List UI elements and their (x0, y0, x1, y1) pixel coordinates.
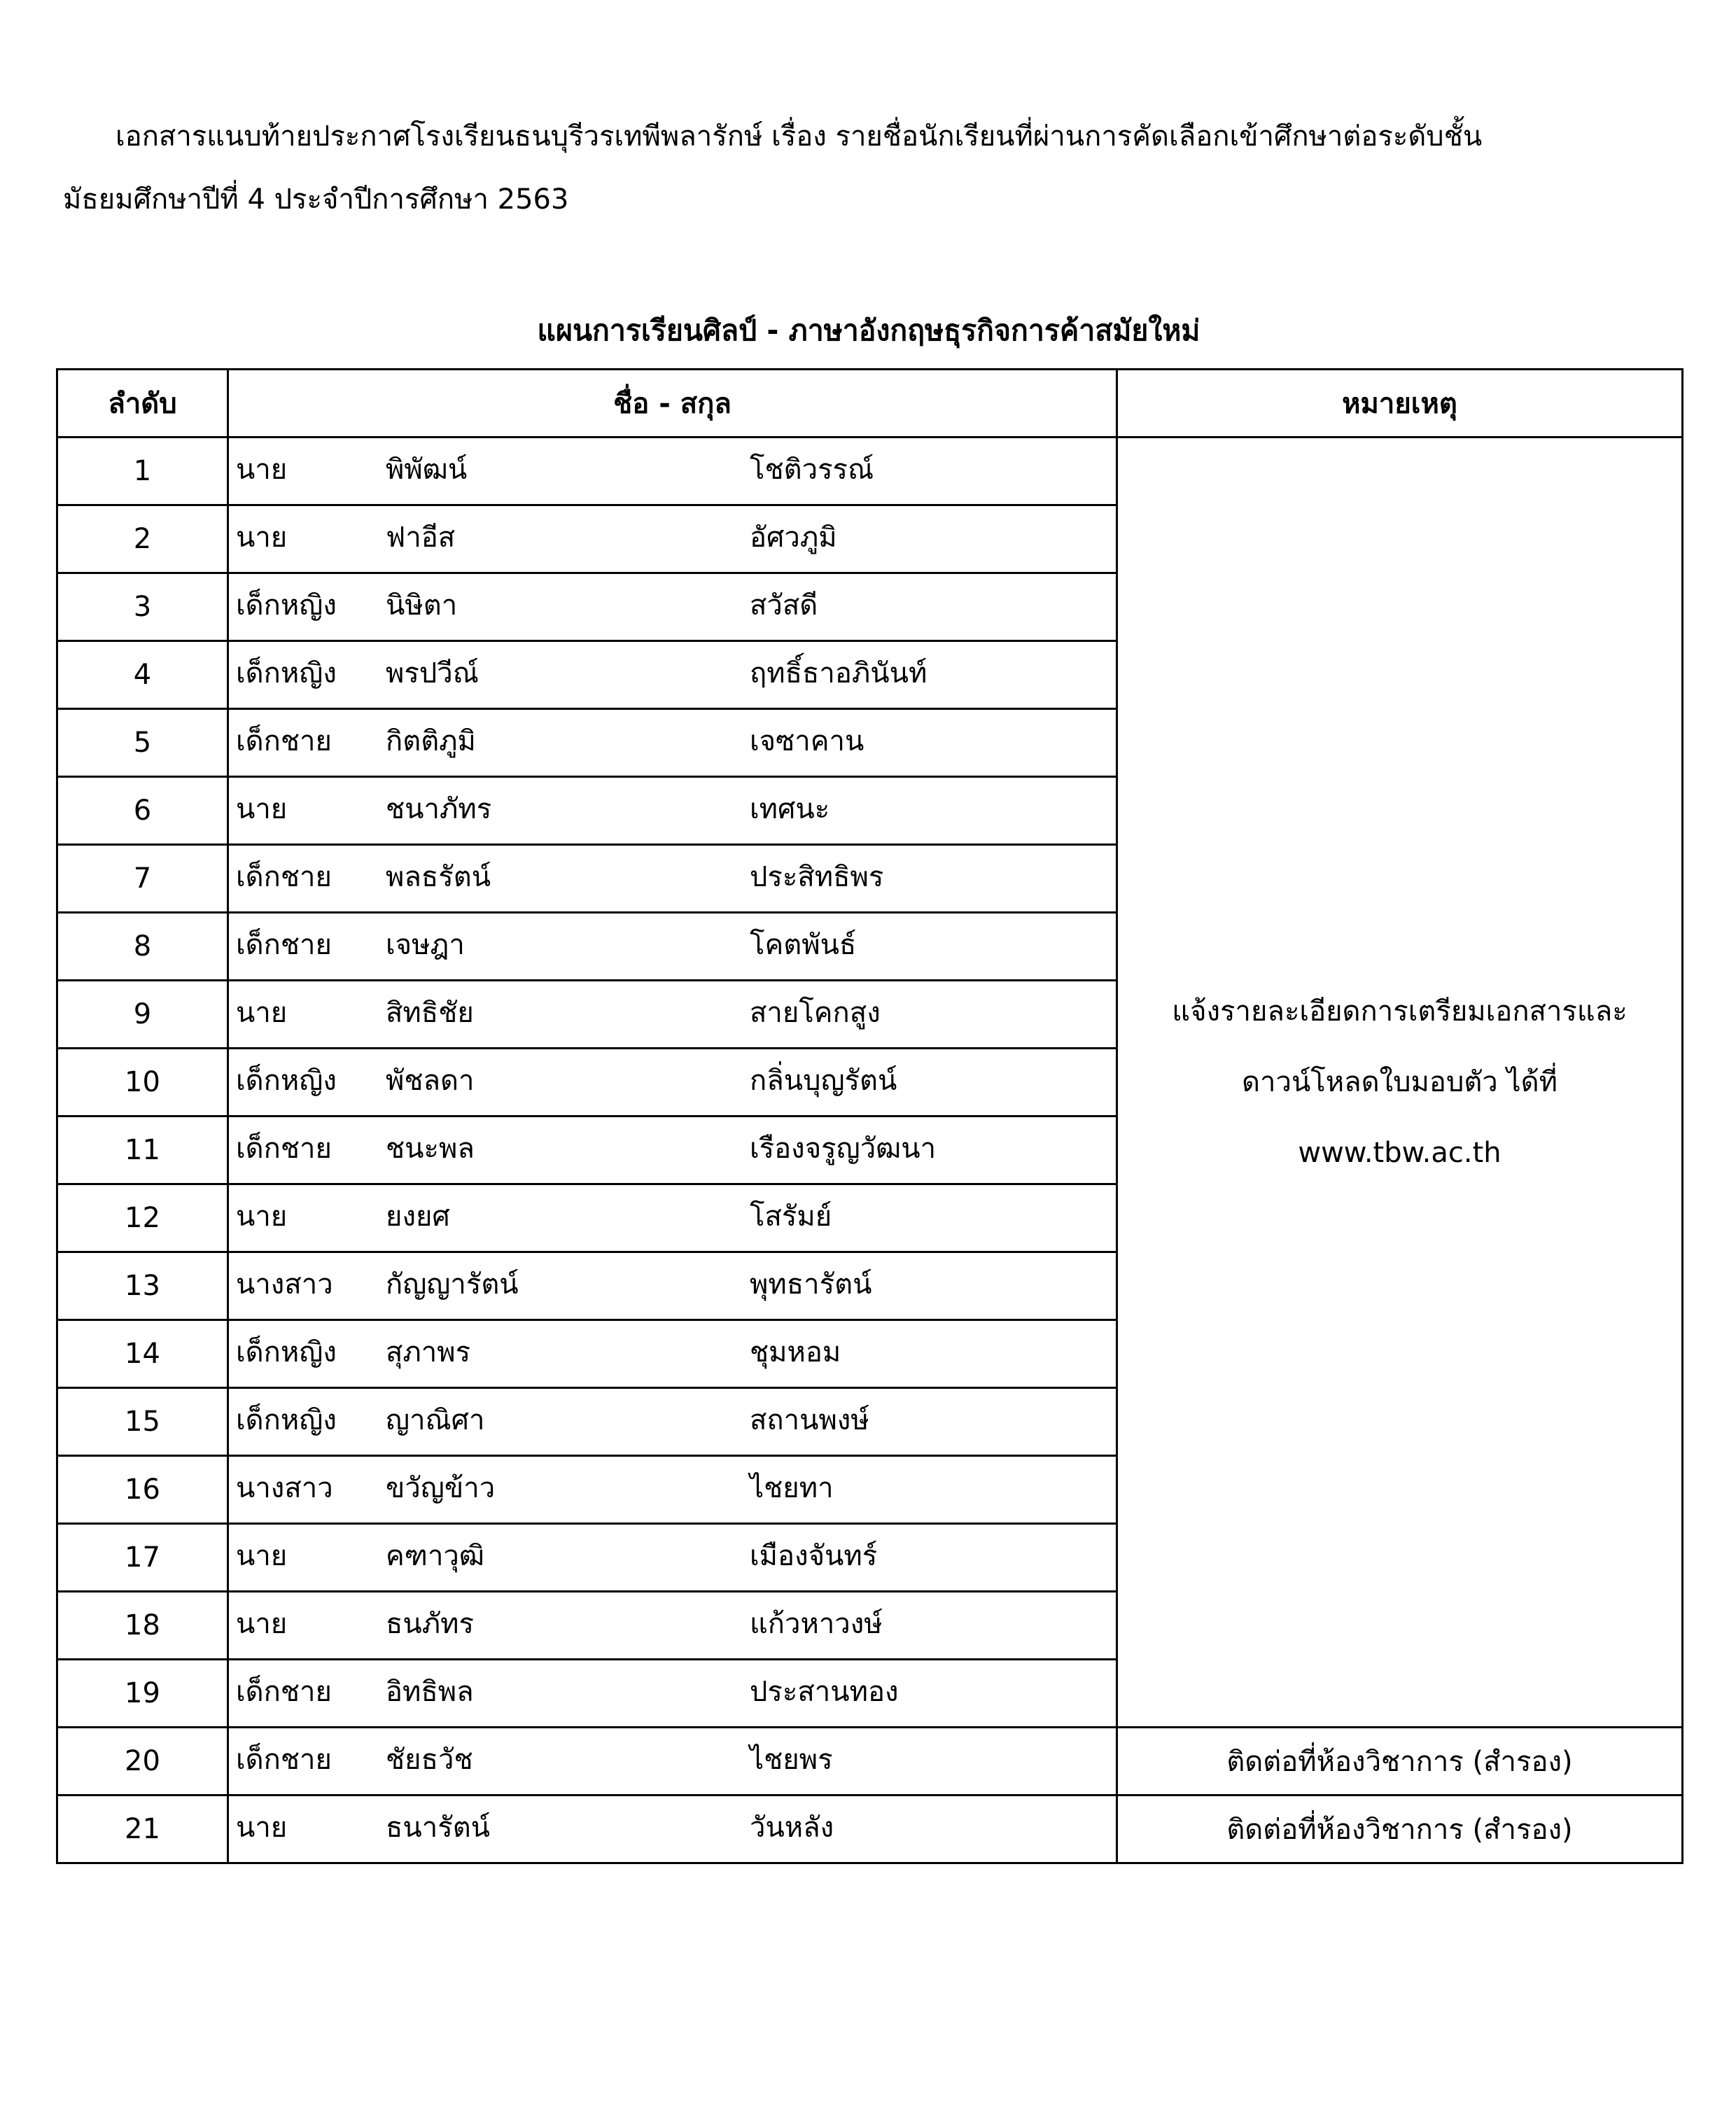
row-order-number: 2 (57, 505, 228, 573)
row-full-name (228, 709, 1117, 777)
name-cell-wrap (229, 981, 1116, 1047)
first-name: ขวัญข้าว (386, 1471, 496, 1504)
name-prefix: เด็กหญิง (236, 657, 337, 690)
last-name: กลิ่นบุญรัตน์ (750, 1064, 897, 1097)
row-order-number: 7 (57, 845, 228, 913)
row-full-name (228, 981, 1117, 1049)
row-full-name (228, 845, 1117, 913)
row-full-name (228, 1795, 1117, 1863)
last-name: โชติวรรณ์ (750, 453, 874, 486)
last-name: โสรัมย์ (750, 1200, 832, 1233)
name-cell-wrap (229, 1049, 1116, 1115)
first-name: อิทธิพล (386, 1675, 474, 1708)
row-order-number: 16 (57, 1456, 228, 1524)
last-name: ประสานทอง (750, 1675, 899, 1708)
first-name: ยงยศ (386, 1200, 450, 1233)
table-body (57, 438, 1683, 1863)
name-cell-wrap (229, 1796, 1116, 1862)
row-order-number: 6 (57, 777, 228, 845)
note-website-link[interactable]: www.tbw.ac.th (1298, 1136, 1502, 1169)
row-order-number: 13 (57, 1252, 228, 1320)
table-row (57, 1795, 1683, 1863)
first-name: เจษฎา (386, 928, 465, 961)
header-order: ลำดับ (57, 370, 228, 438)
table-row (57, 1728, 1683, 1795)
name-prefix: นาย (236, 453, 288, 486)
table-header-row (57, 370, 1683, 438)
row-full-name (228, 1388, 1117, 1456)
row-full-name (228, 777, 1117, 845)
first-name: พรปวีณ์ (386, 657, 479, 690)
first-name: ธนภัทร (386, 1607, 474, 1640)
row-full-name (228, 1660, 1117, 1728)
first-name: สิทธิชัย (386, 996, 474, 1029)
row-full-name (228, 1184, 1117, 1252)
name-cell-wrap (229, 778, 1116, 844)
name-prefix: นาย (236, 1607, 288, 1640)
name-cell-wrap (229, 1185, 1116, 1251)
row-full-name (228, 913, 1117, 981)
name-cell-wrap (229, 913, 1116, 979)
intro-paragraph (63, 105, 1694, 231)
row-full-name (228, 1116, 1117, 1184)
name-prefix: เด็กชาย (236, 860, 332, 893)
row-order-number: 8 (57, 913, 228, 981)
row-note: ติดต่อที่ห้องวิชาการ (สำรอง) (1117, 1728, 1683, 1795)
last-name: พุทธารัตน์ (750, 1268, 872, 1301)
first-name: กิตติภูมิ (386, 724, 476, 757)
note-line-2: ดาวน์โหลดใบมอบตัว ได้ที่ (1242, 1065, 1558, 1098)
first-name: นิษิตา (386, 589, 458, 622)
last-name: สถานพงษ์ (750, 1404, 869, 1436)
name-cell-wrap (229, 438, 1116, 504)
name-prefix: นางสาว (236, 1471, 333, 1504)
row-full-name (228, 1049, 1117, 1116)
first-name: ญาณิศา (386, 1404, 485, 1436)
name-cell-wrap (229, 1525, 1116, 1590)
table-row (57, 438, 1683, 505)
row-order-number: 15 (57, 1388, 228, 1456)
last-name: วันหลัง (750, 1811, 834, 1844)
row-full-name (228, 505, 1117, 573)
last-name: แก้วหาวงษ์ (750, 1607, 883, 1640)
row-order-number: 3 (57, 573, 228, 641)
name-cell-wrap (229, 574, 1116, 640)
name-cell-wrap (229, 642, 1116, 708)
last-name: อัศวภูมิ (750, 521, 837, 554)
name-cell-wrap (229, 1253, 1116, 1319)
row-full-name (228, 641, 1117, 709)
name-cell-wrap (229, 1321, 1116, 1387)
row-order-number: 14 (57, 1320, 228, 1388)
name-prefix: นาย (236, 1811, 288, 1844)
row-full-name (228, 1728, 1117, 1795)
row-order-number: 12 (57, 1184, 228, 1252)
last-name: เจซาคาน (750, 724, 864, 757)
name-prefix: นาย (236, 792, 288, 825)
last-name: โคตพันธ์ (750, 928, 857, 961)
row-order-number: 11 (57, 1116, 228, 1184)
name-cell-wrap (229, 1457, 1116, 1522)
first-name: ชนาภัทร (386, 792, 492, 825)
first-name: สุภาพร (386, 1336, 471, 1368)
name-prefix: นาย (236, 1539, 288, 1572)
row-order-number: 10 (57, 1049, 228, 1116)
row-full-name (228, 1252, 1117, 1320)
first-name: ฟาอีส (386, 521, 456, 554)
first-name: ชนะพล (386, 1132, 475, 1165)
row-full-name (228, 573, 1117, 641)
name-prefix: เด็กชาย (236, 1743, 332, 1776)
name-cell-wrap (229, 1592, 1116, 1658)
name-cell-wrap (229, 846, 1116, 911)
name-prefix: เด็กหญิง (236, 1336, 337, 1368)
row-order-number: 18 (57, 1592, 228, 1660)
name-cell-wrap (229, 1728, 1116, 1794)
note-line-1: แจ้งรายละเอียดการเตรียมเอกสารและ (1172, 995, 1628, 1028)
first-name: กัญญารัตน์ (386, 1268, 519, 1301)
merged-note-cell (1117, 438, 1683, 1728)
name-prefix: เด็กชาย (236, 1675, 332, 1708)
row-order-number: 4 (57, 641, 228, 709)
row-order-number: 19 (57, 1660, 228, 1728)
first-name: พลธรัตน์ (386, 860, 491, 893)
row-full-name (228, 1524, 1117, 1592)
intro-line-1: เอกสารแนบท้ายประกาศโรงเรียนธนบุรีวรเทพีพลารักษ์ เรื่อง รายชื่อนักเรียนที่ผ่านการคัดเลือกเข้าศึกษาต่อระดับชั้น (115, 120, 1483, 153)
name-prefix: นาย (236, 521, 288, 554)
name-prefix: เด็กหญิง (236, 1404, 337, 1436)
name-cell-wrap (229, 1117, 1116, 1183)
last-name: เทศนะ (750, 792, 830, 825)
row-full-name (228, 1456, 1117, 1524)
first-name: ธนารัตน์ (386, 1811, 491, 1844)
row-full-name (228, 438, 1117, 505)
last-name: สวัสดี (750, 589, 818, 622)
last-name: เรืองจรูญวัฒนา (750, 1132, 937, 1165)
name-prefix: เด็กชาย (236, 1132, 332, 1165)
header-name: ชื่อ - สกุล (228, 370, 1117, 438)
header-note: หมายเหตุ (1117, 370, 1683, 438)
last-name: ชุมหอม (750, 1336, 841, 1368)
last-name: ไชยพร (750, 1743, 833, 1776)
name-cell-wrap (229, 710, 1116, 776)
name-cell-wrap (229, 1660, 1116, 1726)
last-name: ไชยทา (750, 1471, 834, 1504)
last-name: ฤทธิ์ธาอภินันท์ (750, 657, 927, 690)
name-prefix: นางสาว (236, 1268, 333, 1301)
name-cell-wrap (229, 1389, 1116, 1455)
row-full-name (228, 1592, 1117, 1660)
intro-line-2: มัธยมศึกษาปีที่ 4 ประจำปีการศึกษา 2563 (63, 183, 569, 216)
name-cell-wrap (229, 506, 1116, 572)
last-name: สายโคกสูง (750, 996, 881, 1029)
first-name: ชัยธวัช (386, 1743, 473, 1776)
first-name: พัชลดา (386, 1064, 475, 1097)
student-table (56, 368, 1684, 1864)
name-prefix: เด็กชาย (236, 928, 332, 961)
row-full-name (228, 1320, 1117, 1388)
last-name: เมืองจันทร์ (750, 1539, 878, 1572)
row-order-number: 17 (57, 1524, 228, 1592)
row-order-number: 5 (57, 709, 228, 777)
name-prefix: นาย (236, 996, 288, 1029)
name-prefix: นาย (236, 1200, 288, 1233)
table-title: แผนการเรียนศิลป์ - ภาษาอังกฤษธุรกิจการค้าสมัยใหม่ (537, 314, 1200, 347)
row-order-number: 20 (57, 1728, 228, 1795)
row-order-number: 1 (57, 438, 228, 505)
first-name: พิพัฒน์ (386, 453, 468, 486)
row-order-number: 21 (57, 1795, 228, 1863)
row-note: ติดต่อที่ห้องวิชาการ (สำรอง) (1117, 1795, 1683, 1863)
row-order-number: 9 (57, 981, 228, 1049)
name-prefix: เด็กหญิง (236, 1064, 337, 1097)
name-prefix: เด็กชาย (236, 724, 332, 757)
name-prefix: เด็กหญิง (236, 589, 337, 622)
first-name: คฑาวุฒิ (386, 1539, 485, 1572)
last-name: ประสิทธิพร (750, 860, 884, 893)
